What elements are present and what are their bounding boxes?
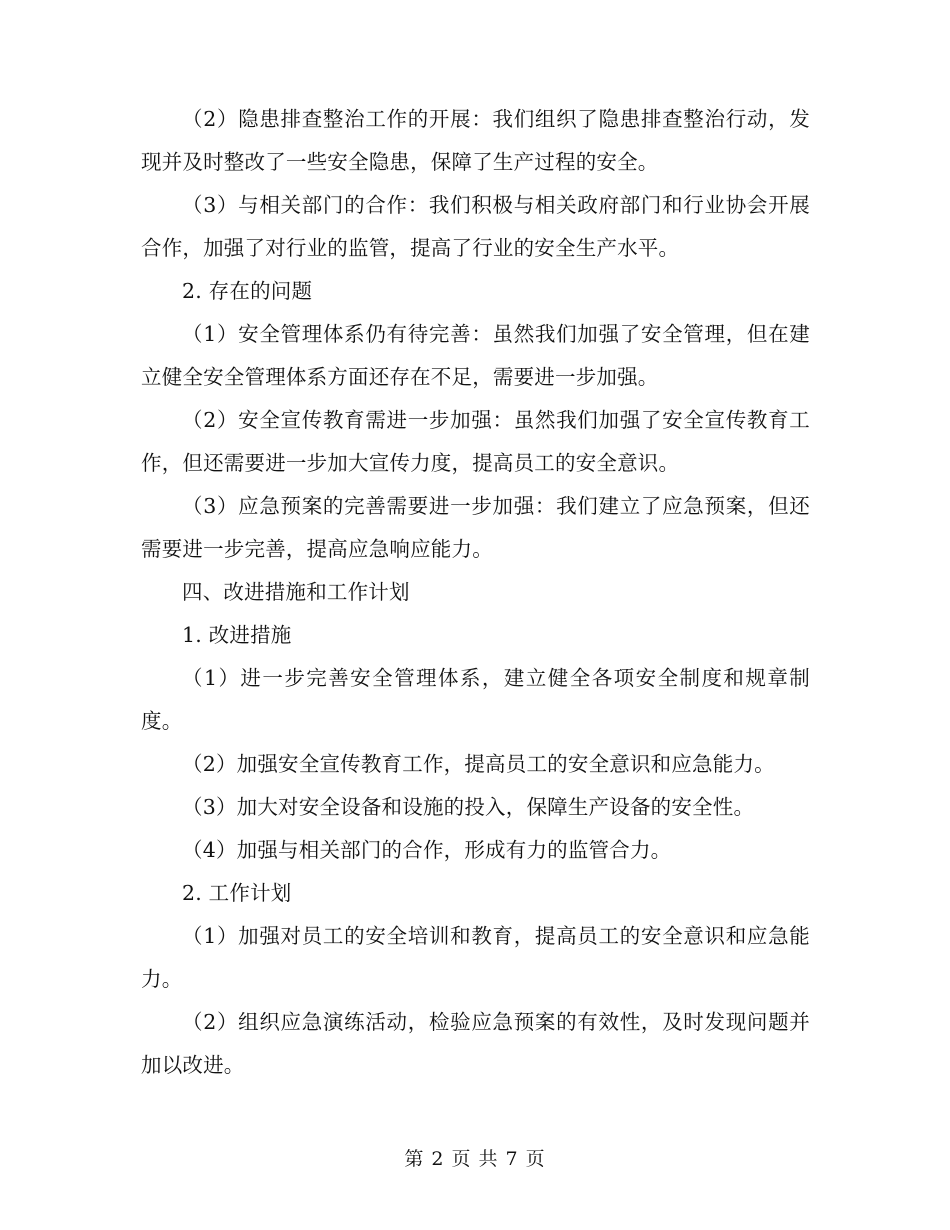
paragraph-measure-3: （3）加大对安全设备和设施的投入，保障生产设备的安全性。 <box>182 795 755 819</box>
paragraph-department-cooperation: （3）与相关部门的合作：我们积极与相关政府部门和行业协会开展合作，加强了对行业的监管，提高了行业的安全生产水平。 <box>141 193 810 260</box>
heading-existing-problems: 2. 存在的问题 <box>182 279 313 303</box>
paragraph-plan-1: （1）加强对员工的安全培训和教育，提高员工的安全意识和应急能力。 <box>141 924 810 991</box>
heading-improvement-and-plan: 四、改进措施和工作计划 <box>182 580 410 604</box>
heading-improvement-measures: 1. 改进措施 <box>182 623 292 647</box>
paragraph-problem-management-system: （1）安全管理体系仍有待完善：虽然我们加强了安全管理，但在建立健全安全管理体系方面还存在不足，需要进一步加强。 <box>141 322 810 389</box>
paragraph-problem-emergency-plan: （3）应急预案的完善需要进一步加强：我们建立了应急预案，但还需要进一步完善，提高应急响应能力。 <box>141 494 810 561</box>
page-number-footer: 第 2 页 共 7 页 <box>404 1148 546 1170</box>
document-body <box>141 98 810 1087</box>
paragraph-plan-2: （2）组织应急演练活动，检验应急预案的有效性，及时发现问题并加以改进。 <box>141 1010 810 1077</box>
paragraph-measure-1: （1）进一步完善安全管理体系，建立健全各项安全制度和规章制度。 <box>141 666 810 733</box>
paragraph-problem-safety-education: （2）安全宣传教育需进一步加强：虽然我们加强了安全宣传教育工作，但还需要进一步加大宣传力度，提高员工的安全意识。 <box>141 408 810 475</box>
paragraph-measure-2: （2）加强安全宣传教育工作，提高员工的安全意识和应急能力。 <box>182 752 775 776</box>
paragraph-measure-4: （4）加强与相关部门的合作，形成有力的监管合力。 <box>182 838 672 862</box>
paragraph-hazard-rectification: （2）隐患排查整治工作的开展：我们组织了隐患排查整治行动，发现并及时整改了一些安全隐患，保障了生产过程的安全。 <box>141 107 810 174</box>
heading-work-plan: 2. 工作计划 <box>182 881 292 905</box>
